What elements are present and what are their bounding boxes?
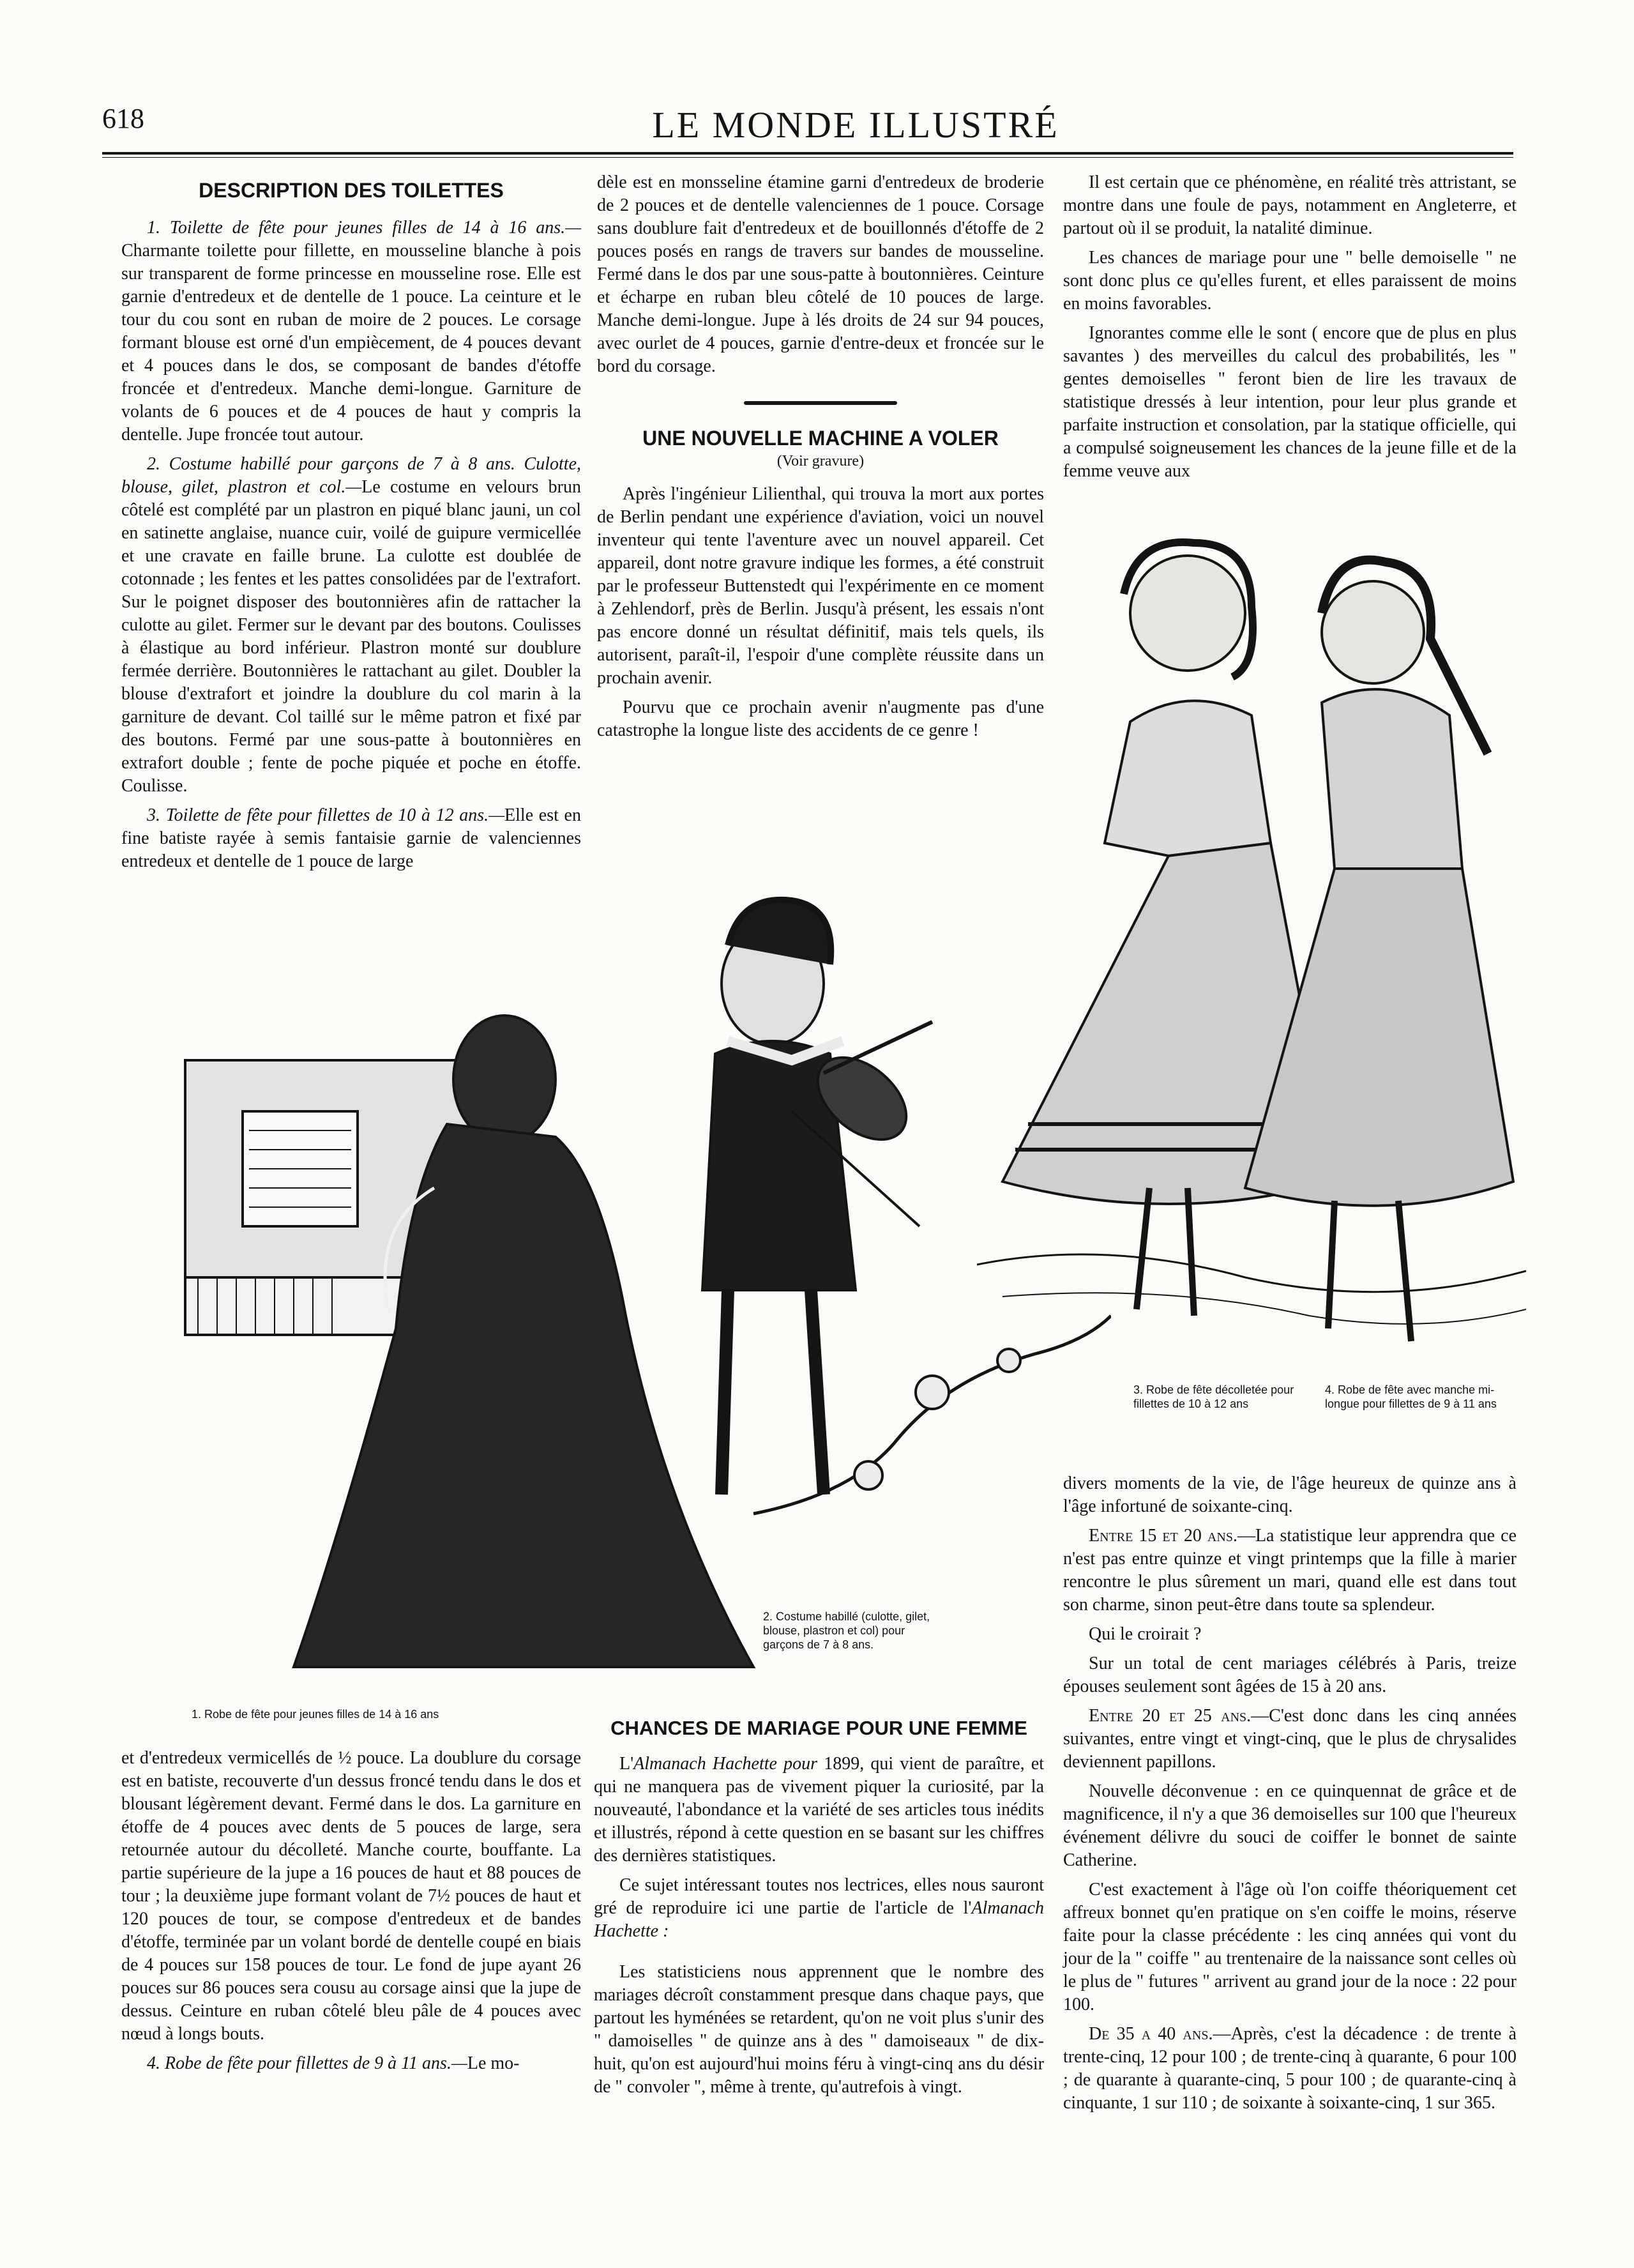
- header-rule: [102, 152, 1513, 155]
- toilette-3-text: Elle est en fine batiste rayée à semis fantaisie garnie de valenciennes entredeux et dentelle de 1 pouce de large: [121, 805, 581, 871]
- age-20-25-text: —C'est donc dans les cinq années suivantes, entre vingt et vingt-cinq, que le plus de chrysalides deviennent papillons.: [1063, 1706, 1517, 1772]
- caption-fig-2: 2. Costume habillé (culotte, gilet, blouse, plastron et col) pour garçons de 7 à 8 ans.: [763, 1610, 930, 1651]
- col3-lower-paragraph-3: Qui le croirait ?: [1089, 1624, 1202, 1644]
- toilette-4-continued: dèle est en monsseline étamine garni d'entredeux de broderie de 2 pouces et de dentelle valenciennes de 1 pouce. Corsage sans doublure fait d'entredeux et de bouillonnés d'étoffe de 2 pouces posés en rangs de travers sur bandes de mousseline. Fermé dans le dos par une sous-patte à boutonnières. Ceinture et écharpe en ruban bleu côtelé de 10 pouces de large. Manche demi-longue. Jupe à lés droits de 24 sur 94 pouces, avec ourlet de 4 pouces, garnie d'entre-deux et froncée sur le bord du corsage.: [597, 172, 1044, 376]
- column-3-lower: [1063, 1472, 1517, 2121]
- machine-paragraph-1: Après l'ingénieur Lilienthal, qui trouva la mort aux portes de Berlin pendant une expérience d'aviation, voici un nouvel inventeur qui tente l'aventure avec un nouvel appareil. Cet appareil, dont notre gravure indique les formes, a été construit par le professeur Buttenstedt qui l'expérimente en ce moment à Zehlendorf, près de Berlin. Jusqu'à présent, les essais n'ont pas encore donné un résultat définitif, mais tels quels, ils autorisent, paraît-il, l'espoir d'une complète réussite dans un prochain avenir.: [597, 484, 1044, 688]
- chances-p2-text: Ce sujet intéressant toutes nos lectrices, elles nous sauront gré de reproduire ici une partie de l'article de l': [594, 1875, 1044, 1918]
- chances-paragraph-2: [594, 1874, 1044, 1943]
- almanach-title-1: Almanach Hachette pour: [633, 1754, 818, 1774]
- column-2-lower: [594, 1717, 1044, 2105]
- caption-fig-4: 4. Robe de fête avec manche mi-longue pour fillettes de 9 à 11 ans: [1325, 1383, 1497, 1410]
- col3-paragraph-2: Les chances de mariage pour une " belle demoiselle " ne sont donc plus ce qu'elles furent, et elles paraissent de moins en moins favorables.: [1063, 248, 1517, 314]
- almanach-title-2: Almanach Hachette :: [594, 1898, 1044, 1941]
- col3-paragraph-1: Il est certain que ce phénomène, en réalité très attristant, se montre dans une foule de pays, notamment en Angleterre, et partout où il se produit, la natalité diminue.: [1063, 172, 1517, 238]
- column-1-top: [121, 179, 581, 879]
- illustration-piano-and-violin: [179, 869, 1111, 1699]
- subheading-voir-gravure: (Voir gravure): [776, 453, 865, 469]
- col3-paragraph-3: Ignorantes comme elle le sont ( encore que de plus en plus savantes ) des merveilles du calcul des probabilités, les " gentes demoiselles " feront bien de lire les travaux de statistique dressés à leur intention, pour leur plus grande et parfaite instruction et consolation, par la statique officielle, qui a compulsé soigneusement les chances de la jeune fille et de la femme veuve aux: [1063, 323, 1517, 481]
- column-3-top: [1063, 171, 1517, 489]
- toilette-2-title: 2. Costume habillé pour garçons de 7 à 8 ans. Culotte, blouse, gilet, plastron et col.—: [121, 454, 581, 497]
- chances-p1-prefix: L': [619, 1754, 634, 1774]
- toilette-2-text: Le costume en velours brun côtelé est complété par un plastron en piqué blanc jauni, un col en satinette anglaise, nuance cuir, voilé de guipure vermicellée et une cravate en faille brune. La culotte est doublée de cotonnade ; les fentes et les pattes consolidées par de l'extrafort. Sur le poignet disposer des boutonnières afin de rattacher la culotte au gilet. Fermer sur le devant par des boutons. Coulisses à élastique au bord inférieur. Plastron monté sur doublure fermée derrière. Boutonnières le rattachant au gilet. Doubler la blouse d'extrafort et joindre la doublure du col marin à la garniture de devant. Col taillé sur le même patron et fixé par des boutons. Fermé par une sous-patte à boutonnières en extrafort double ; fente de poche piquée et poche en étoffe. Coulisse.: [121, 477, 581, 796]
- age-15-20-lead: Entre 15 et 20 ans.: [1089, 1526, 1237, 1546]
- machine-paragraph-2: Pourvu que ce prochain avenir n'augmente pas d'une catastrophe la longue liste des accidents de ce genre !: [597, 697, 1044, 740]
- age-20-25-paragraph: [1063, 1705, 1517, 1774]
- toilette-4-paragraph: [121, 2052, 581, 2075]
- age-35-40-paragraph: [1063, 2023, 1517, 2115]
- heading-machine-a-voler: UNE NOUVELLE MACHINE A VOLER: [642, 427, 999, 450]
- heading-chances-de-mariage: CHANCES DE MARIAGE POUR UNE FEMME: [610, 1717, 1027, 1739]
- age-20-25-lead: Entre 20 et 25 ans.: [1089, 1706, 1252, 1726]
- chances-p1-text: 1899, qui vient de paraître, et qui ne manquera pas de vivement piquer la curiosité, par la nouveauté, l'abondance et la variété de ses articles tous inédits et illustrés, répond à cette question en se basant sur les chiffres des dernières statistiques.: [594, 1754, 1044, 1866]
- toilette-3-continued: et d'entredeux vermicellés de ½ pouce. La doublure du corsage est en batiste, recouverte d'un dessus froncé tendu dans le dos et blousant légèrement devant. Fermé dans le dos. La garniture en étoffe de 4 pouces avec dents de 5 pouces de large, sera retournée autour du décolleté. Manche courte, bouffante. La partie supérieure de la jupe a 16 pouces de haut et 88 pouces de tour ; la deuxième jupe formant volant de 7½ pouces de haut et 120 pouces de tour, se compose d'entredeux et de bandes d'étoffe, terminée par un volant bordé de dentelle coupé en biais de 4 pouces sur 158 pouces de tour. Le fond de jupe ayant 26 pouces sur 86 pouces sera cousu au corsage ainsi que la jupe de dessus. Ceinture en ruban côtelé bleu pâle de 4 pouces avec nœud à longs bouts.: [121, 1748, 581, 2044]
- toilette-1-title: 1. Toilette de fête pour jeunes filles de 14 à 16 ans.—: [147, 218, 581, 238]
- ornament-divider: [744, 401, 897, 405]
- toilette-3-paragraph: [121, 804, 581, 873]
- page-number: 618: [102, 103, 144, 134]
- col3-lower-paragraph-6: Nouvelle déconvenue : en ce quinquennat de grâce et de magnificence, il n'y a que 36 demoiselles sur 100 que l'heureux événement délivre du souci de coiffer le bonnet de sainte Catherine.: [1063, 1781, 1517, 1870]
- col3-lower-paragraph-4: Sur un total de cent mariages célébrés à Paris, treize épouses seulement sont âgées de 15 à 20 ans.: [1063, 1654, 1517, 1696]
- age-15-20-text: —La statistique leur apprendra que ce n'est pas entre quinze et vingt printemps que la fille à marier rencontre le plus sûrement un mari, quand elle est dans tout son charme, sinon peut-être dans toute sa splendeur.: [1063, 1526, 1517, 1615]
- age-35-40-lead: De 35 a 40 ans.: [1089, 2024, 1213, 2044]
- heading-description-toilettes: DESCRIPTION DES TOILETTES: [199, 179, 504, 202]
- chances-paragraph-3: Les statisticiens nous apprennent que le nombre des mariages décroît constamment presque dans chaque pays, que partout les hyménées se retardent, qu'on ne voit plus s'unir des " damoiselles " de quinze ans à des " damoiseaux " de dix-huit, qu'on est aujourd'hui moins féru à vingt-cinq ans du désir de " convoler ", même à trente, qu'autrefois à vingt.: [594, 1962, 1044, 2097]
- toilette-2-paragraph: [121, 453, 581, 798]
- age-35-40-text: —Après, c'est la décadence : de trente à trente-cinq, 12 pour 100 ; de trente-cinq à quarante, 6 pour 100 ; de quarante à quarante-cinq, 5 pour 100 ; de quarante-cinq à cinquante, 1 sur 110 ; de soixante à soixante-cinq, 1 sur 365.: [1063, 2024, 1517, 2113]
- toilette-1-paragraph: [121, 217, 581, 446]
- toilette-1-text: Charmante toilette pour fillette, en mousseline blanche à pois sur transparent de forme princesse en mousseline rose. Elle est garnie d'entredeux et de dentelle de 1 pouce. La ceinture et le tour du cou sont en ruban de moire de 2 pouces. Le corsage formant blouse est orné d'un empiècement, de 4 pouces devant et 4 pouces dans le dos, se composant de bandes d'étoffe froncée et d'entredeux. Manche demi-longue. Garniture de volants de 6 pouces et de 4 pouces de haut y compris la dentelle. Jupe froncée tout autour.: [121, 241, 581, 445]
- toilette-4-text: Le mo-: [467, 2053, 520, 2073]
- toilette-3-title: 3. Toilette de fête pour fillettes de 10 à 12 ans.—: [147, 805, 505, 825]
- toilette-4-title: 4. Robe de fête pour fillettes de 9 à 11 ans.—: [147, 2053, 467, 2073]
- caption-fig-1: 1. Robe de fête pour jeunes filles de 14 à 16 ans: [192, 1708, 439, 1721]
- age-15-20-paragraph: [1063, 1525, 1517, 1617]
- col3-lower-paragraph-7: C'est exactement à l'âge où l'on coiffe théoriquement cet affreux bonnet qu'en pratique on s'en coiffe le moins, réserve faite pour la classe précédente : les cinq années qui vont du jour de la " coiffe " au trentenaire de la naissance sont celles où le plus de " futures " arrivent au grand jour de la noce : 22 pour 100.: [1063, 1880, 1517, 2014]
- column-1-lower: [121, 1747, 581, 2082]
- masthead-title: LE MONDE ILLUSTRÉ: [652, 104, 1059, 146]
- chances-paragraph-1: [594, 1753, 1044, 1868]
- header-rule-thin: [102, 157, 1513, 158]
- col3-lower-paragraph-1: divers moments de la vie, de l'âge heureux de quinze ans à l'âge infortuné de soixante-cinq.: [1063, 1473, 1517, 1516]
- caption-fig-3: 3. Robe de fête décolletée pour fillettes de 10 à 12 ans: [1133, 1383, 1294, 1410]
